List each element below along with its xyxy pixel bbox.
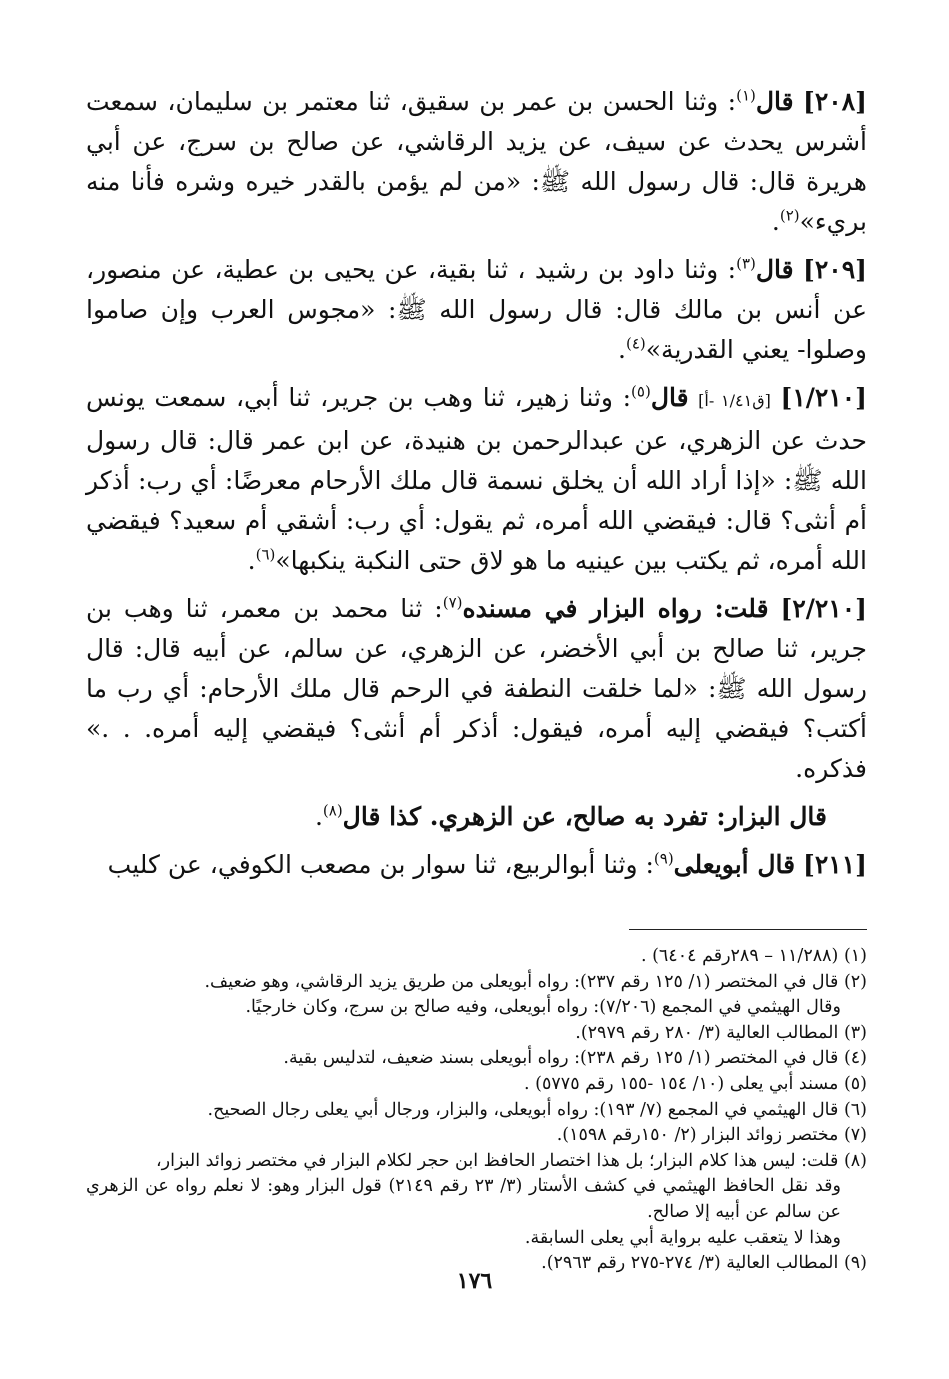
footnote-continuation: وقد نقل الحافظ الهيثمي في كشف الأستار (٣/ ٢٣ رقم ٢١٤٩) قول البزار وهو: لا نعلم رواه عن الزهري عن سالم عن أبيه إلا صالح.: [86, 1176, 841, 1222]
footnote-text: المطالب العالية (٣/ ٢٨٠ رقم ٢٩٧٩).: [575, 1022, 839, 1043]
footnotes: [86, 944, 867, 1277]
footnote-number: (٥): [843, 1073, 867, 1094]
footnote-text: قلت: ليس هذا كلام البزار؛ بل هذا اختصار الحافظ ابن حجر لكلام البزار في مختصر زوائد البزار،: [155, 1150, 839, 1171]
entry-lead: قال: [650, 383, 689, 412]
footnote-number: (٩): [843, 1253, 867, 1274]
main-text: [86, 82, 867, 885]
footnote-number: (٤): [843, 1048, 867, 1069]
footnote-number: (٣): [843, 1022, 867, 1043]
entry-lead: قال: [755, 255, 794, 284]
footnote-ref[interactable]: (٨): [322, 801, 343, 820]
footnote-text: قال الهيثمي في المجمع (٧/ ١٩٣): رواه أبويعلى، والبزار، ورجال أبي يعلى رجال الصحيح.: [207, 1099, 839, 1120]
footnote-ref[interactable]: (٦): [255, 545, 276, 564]
entry-text: : وثنا زهير، ثنا وهب بن جرير، ثنا أبي، سمعت يونس حدث عن الزهري، عن عبدالرحمن بن هنيدة، عن ابن عمر قال: قال رسول الله ﷺ: «إذا أراد الله أن يخلق نسمة قال ملك الأرحام معرضًا: أي رب: أذكر أم أنثى؟ قال: فيقضي الله أمره، ثم يقول: أي رب: أشقي أم سعيد؟ فيقضي الله أمره، ثم يكتب بين عينيه ما هو لاق حتى النكبة ينكبها»: [86, 383, 867, 575]
footnote-number: (٢): [843, 971, 867, 992]
footnote-number: (٧): [843, 1125, 867, 1146]
footnote-ref[interactable]: (٢): [779, 206, 800, 225]
footnote-ref[interactable]: (٣): [736, 254, 756, 273]
entry-number: [٢١١]: [803, 850, 867, 879]
footnote-ref[interactable]: (٧): [442, 593, 463, 612]
entry-number: [١/٢١٠]: [780, 383, 868, 412]
footnote-separator: [629, 929, 867, 930]
entry-number: [٢٠٨]: [803, 87, 867, 116]
bazzar-comment: [86, 797, 867, 837]
footnote-ref[interactable]: (٤): [625, 334, 646, 353]
entry-text: : ثنا محمد بن معمر، ثنا وهب بن جرير، ثنا صالح بن أبي الأخضر، عن الزهري، عن سالم، عن أبيه قال: قال رسول الله ﷺ: «لما خلقت النطفة في الرحم قال ملك الأرحام: أي رب ما أكتب؟ فيقضي إليه أمره، فيقول: أذكر أم أنثى؟ فيقضي إليه أمره. . .» فذكره.: [86, 594, 867, 783]
footnote-ref[interactable]: (٩): [653, 849, 674, 868]
entry-lead: قال البزار: تفرد به صالح، عن الزهري. كذا قال: [342, 802, 827, 831]
footnote-text: مسند أبي يعلى (١٠/ ١٥٤ -١٥٥ رقم ٥٧٧٥) .: [524, 1073, 839, 1094]
hadith-entry-209: [86, 250, 867, 370]
entry-end: .: [771, 207, 780, 236]
entry-end: .: [247, 546, 256, 575]
footnote-item: [86, 944, 867, 970]
hadith-entry-210-2: [86, 589, 867, 789]
entry-lead: قال أبويعلى: [673, 850, 796, 879]
entry-text: : وثنا أبوالربيع، ثنا سوار بن مصعب الكوفي، عن كليب: [107, 850, 654, 879]
footnote-continuation: وقال الهيثمي في المجمع (٧/٢٠٦): رواه أبويعلى، وفيه صالح بن سرج، وكان خارجيًا.: [245, 997, 841, 1018]
footnote-text: قال في المختصر (١/ ١٢٥ رقم ٢٣٧): رواه أبويعلى من طريق يزيد الرقاشي، وهو ضعيف.: [204, 971, 839, 992]
footnote-text: قال في المختصر (١/ ١٢٥ رقم ٢٣٨): رواه أبويعلى بسند ضعيف، لتدليس بقية.: [283, 1048, 839, 1069]
entry-lead: قال: [755, 87, 794, 116]
entry-lead: قلت: رواه البزار في مسنده: [462, 594, 769, 623]
entry-text: : وثنا الحسن بن عمر بن سقيق، ثنا معتمر بن سليمان، سمعت أشرس يحدث عن سيف، عن يزيد الرقاشي، عن صالح بن سرج، عن أبي هريرة قال: قال رسول الله ﷺ: «من لم يؤمن بالقدر خيره وشره فأنا منه بريء»: [86, 87, 867, 236]
hadith-entry-211: [86, 845, 867, 885]
footnote-continuation: وهذا لا يتعقب عليه برواية أبي يعلى السابقة.: [524, 1227, 841, 1248]
footnote-number: (١): [843, 946, 867, 966]
footnote-ref[interactable]: (١): [736, 86, 756, 105]
footnote-text: المطالب العالية (٣/ ٢٧٤-٢٧٥ رقم ٢٩٦٣).: [541, 1253, 839, 1274]
footnote-item: [86, 1046, 867, 1072]
entry-text: : وثنا داود بن رشيد ، ثنا بقية، عن يحيى بن عطية، عن منصور، عن أنس بن مالك قال: قال رسول الله ﷺ: «مجوس العرب وإن صاموا وصلوا- يعني القدرية»: [86, 255, 867, 364]
entry-text: .: [314, 802, 323, 831]
hadith-entry-208: [86, 82, 867, 242]
hadith-entry-210-1: [86, 378, 867, 581]
entry-number: [٢٠٩]: [803, 255, 867, 284]
page-number: ١٧٦: [456, 1268, 493, 1294]
footnote-item: [86, 1098, 867, 1124]
entry-number: [٢/٢١٠]: [780, 594, 867, 623]
entry-end: .: [618, 335, 626, 364]
footnote-number: (٦): [843, 1099, 867, 1120]
footnote-item: [86, 1149, 867, 1251]
manuscript-marker: [ق١/٤١ -أ]: [698, 391, 771, 410]
footnote-item: [86, 1123, 867, 1149]
footnote-text: (١١/٢٨٨ – ٢٨٩رقم ٦٤٠٤) .: [640, 946, 839, 966]
footnote-item: [86, 1021, 867, 1047]
footnote-number: (٨): [843, 1150, 867, 1171]
footnote-item: [86, 1072, 867, 1098]
footnote-item: [86, 970, 867, 1021]
footnote-text: مختصر زوائد البزار (٢/ ١٥٠رقم ١٥٩٨).: [556, 1125, 839, 1146]
footnote-ref[interactable]: (٥): [631, 382, 651, 401]
